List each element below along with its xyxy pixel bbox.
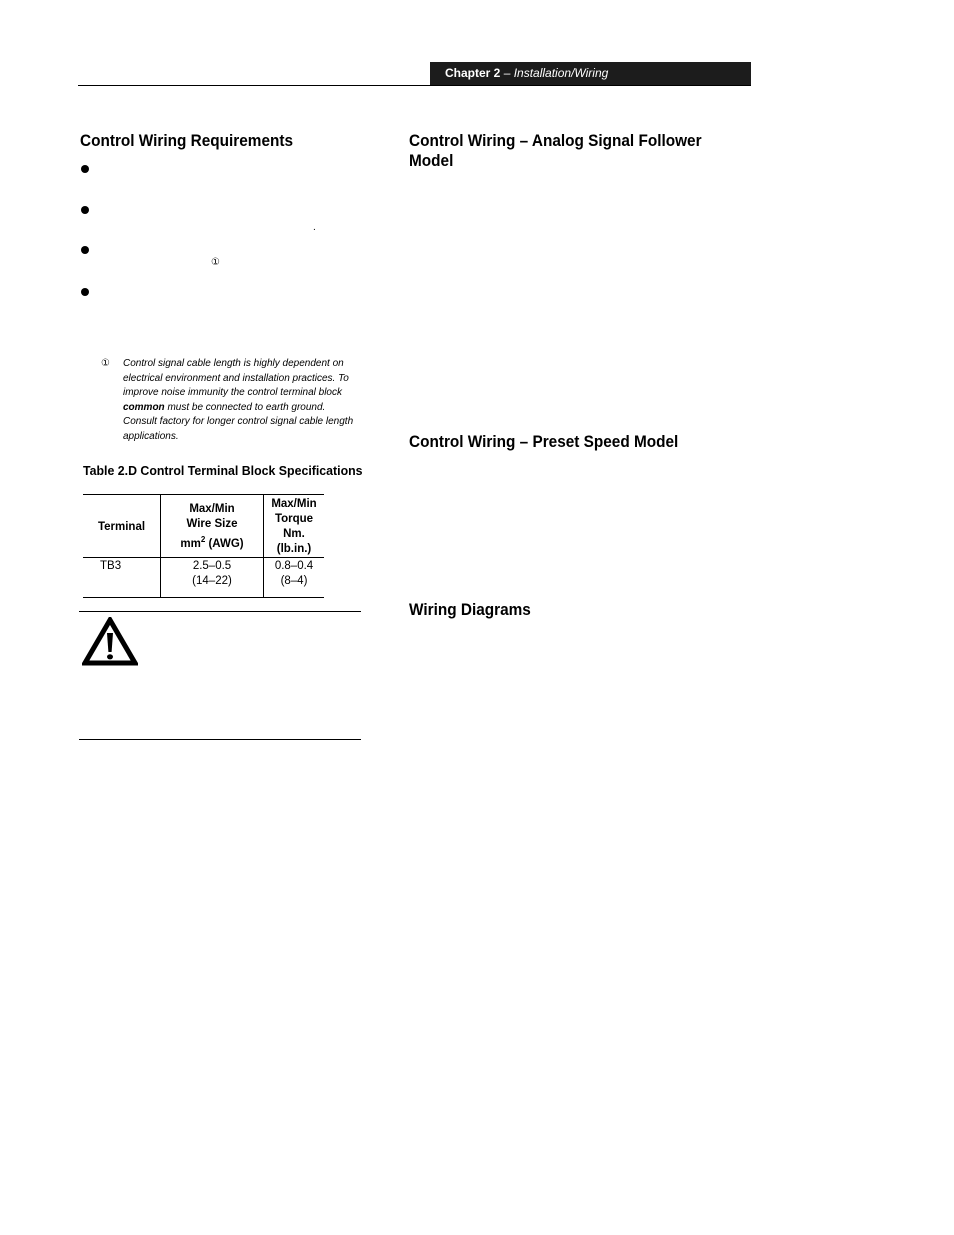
bullet-4 [81,288,89,296]
table-header-row [83,495,324,558]
footnote-line: improve noise immunity the control terminal block [123,387,342,398]
header-wire-line: Max/Min [189,503,235,516]
wiring-diagrams-heading: Wiring Diagrams [409,601,531,619]
cell-torque [264,558,325,598]
cell-wire-line: 2.5–0.5 [192,560,232,572]
footnote-line-rest: must be connected to earth ground. [164,401,326,413]
footnote-text [123,357,368,444]
footnote-marker: ① [101,358,110,369]
cell-torque-line: (8–4) [280,575,308,587]
header-wire-unit: mm [180,537,201,550]
bullet-2 [81,206,89,214]
header-wire-superscript: 2 [200,535,206,545]
cell-torque-line: 0.8–0.4 [274,560,314,572]
footnote-line: Control signal cable length is highly dependent on [123,358,344,369]
footnote-line: electrical environment and installation practices. To [123,372,349,384]
cell-wire-size [161,558,264,598]
header-wire-line: Wire Size [186,518,238,531]
footnote-bold-word: common [123,401,165,413]
preset-speed-model-heading: Control Wiring – Preset Speed Model [409,433,679,451]
header-wire-line [165,532,259,552]
heading-line: Control Wiring – Analog Signal Follower [409,132,702,150]
warning-bottom-rule [79,739,361,740]
control-terminal-spec-table [83,494,324,598]
cell-terminal: TB3 [83,558,161,598]
table-row [83,558,324,598]
bullet-2-trailing-period: . [313,222,316,233]
footnote-line [123,401,368,416]
bullet-3 [81,246,89,254]
header-rule [78,85,751,86]
control-wiring-requirements-heading: Control Wiring Requirements [80,132,293,150]
chapter-header-tab [430,62,751,85]
chapter-section: Installation/Wiring [513,66,609,80]
header-torque-line: Torque [274,513,314,525]
header-wire-awg: (AWG) [205,537,244,550]
heading-line: Model [409,152,454,170]
header-torque-line: Nm. (lb.in.) [276,528,312,555]
footnote-line: applications. [123,430,179,442]
header-torque [264,495,325,558]
table-title: Table 2.D Control Terminal Block Specifications [83,463,363,478]
analog-signal-follower-heading [409,131,702,171]
header-wire-size [161,495,264,558]
footnote-reference-mark: ① [211,257,220,268]
header-torque-line: Max/Min [271,498,317,510]
bullet-1 [81,165,89,173]
header-terminal: Terminal [83,495,161,558]
warning-top-rule [79,611,361,612]
chapter-label: Chapter 2 [445,66,501,80]
footnote-line: Consult factory for longer control signal cable length [123,416,354,427]
warning-triangle-icon [82,617,138,666]
chapter-separator: – [500,66,514,80]
cell-wire-line: (14–22) [192,575,232,587]
